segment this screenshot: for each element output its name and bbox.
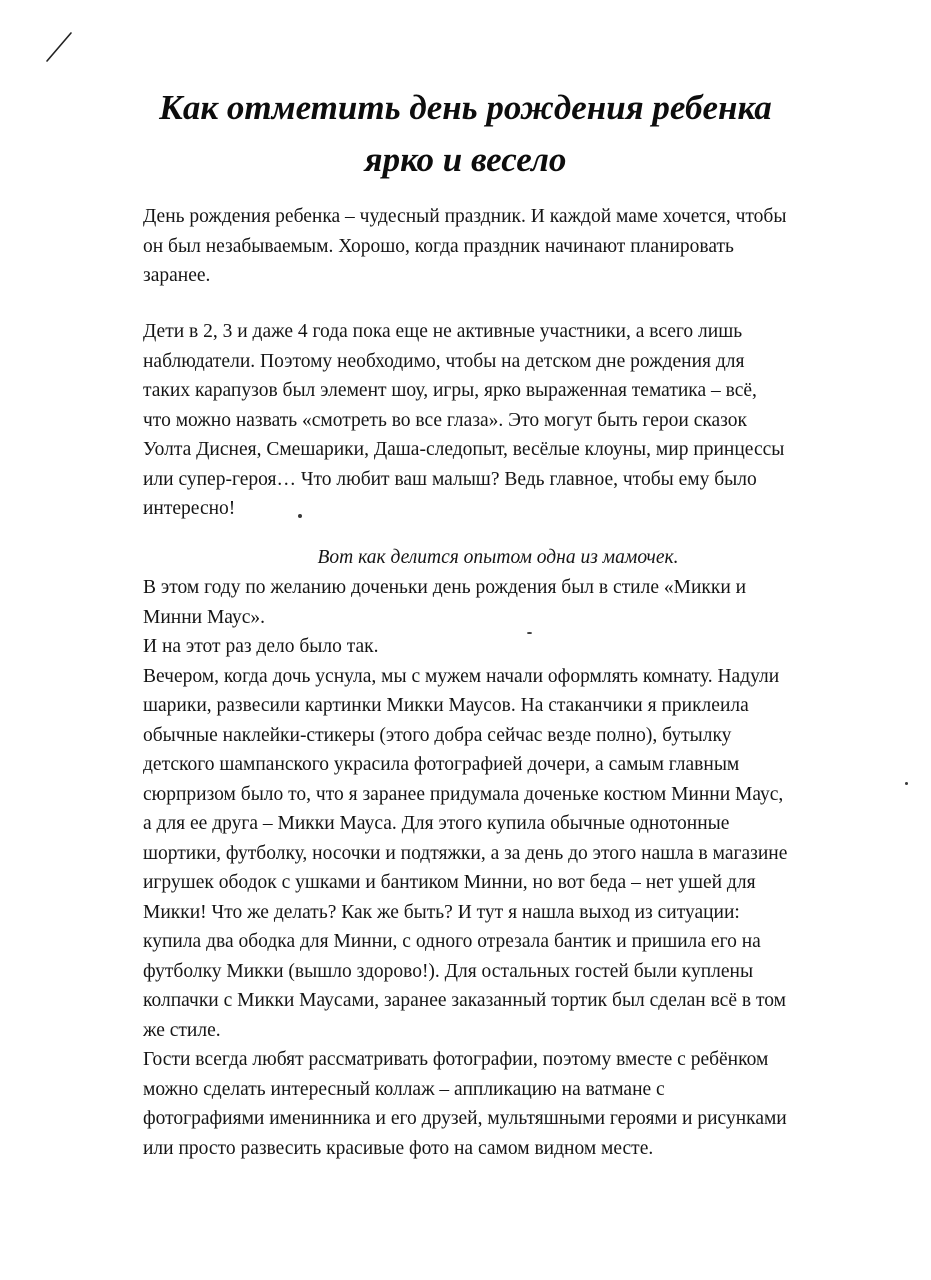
scan-speck bbox=[905, 782, 908, 785]
text-line: же стиле. bbox=[143, 1019, 221, 1041]
text-line: колпачки с Микки Маусами, заранее заказанный тортик был сделан всё в том bbox=[143, 990, 786, 1011]
text-line: или супер-героя… Что любит ваш малыш? Ведь главное, чтобы ему было bbox=[143, 468, 757, 490]
text-line: наблюдатели. Поэтому необходимо, чтобы на детском дне рождения для bbox=[143, 350, 745, 372]
title-line: ярко и весело bbox=[364, 140, 567, 179]
text-line: обычные наклейки-стикеры (этого добра сейчас везде полно), бутылку bbox=[143, 724, 732, 746]
text-line: сюрпризом было то, что я заранее придумала доченьке костюм Минни Маус, bbox=[143, 783, 784, 805]
text-line: интересно! bbox=[143, 498, 236, 519]
text-line: он был незабываемым. Хорошо, когда праздник начинают планировать bbox=[143, 235, 734, 257]
story-subtitle: Вот как делится опытом одна из мамочек. bbox=[317, 547, 679, 568]
text-line: Вечером, когда дочь уснула, мы с мужем начали оформлять комнату. Надули bbox=[143, 665, 780, 687]
text-line: В этом году по желанию доченьки день рождения был в стиле «Микки и bbox=[143, 577, 747, 598]
document-title bbox=[0, 82, 931, 186]
text-line: шарики, развесили картинки Микки Маусов. На стаканчики я приклеила bbox=[143, 695, 749, 716]
text-line: футболку Микки (вышло здорово!). Для остальных гостей были куплены bbox=[143, 960, 754, 982]
text-line: Уолта Диснея, Смешарики, Даша-следопыт, весёлые клоуны, мир принцессы bbox=[143, 439, 785, 460]
text-line: что можно назвать «смотреть во все глаза». Это могут быть герои сказок bbox=[143, 409, 747, 431]
text-line: заранее. bbox=[143, 265, 211, 286]
text-line: Микки! Что же делать? Как же быть? И тут я нашла выход из ситуации: bbox=[143, 901, 740, 923]
text-line: детского шампанского украсила фотографией дочери, а самым главным bbox=[143, 754, 740, 775]
text-line: можно сделать интересный коллаж – аппликацию на ватмане с bbox=[143, 1078, 665, 1100]
text-line: таких карапузов был элемент шоу, игры, ярко выраженная тематика – всё, bbox=[143, 380, 757, 401]
pen-stroke-mark bbox=[44, 30, 74, 64]
text-line: фотографиями именинника и его друзей, мультяшными героями и рисунками bbox=[143, 1108, 787, 1129]
text-line: шортики, футболку, носочки и подтяжки, а за день до этого нашла в магазине bbox=[143, 842, 788, 864]
text-line: День рождения ребенка – чудесный праздник. И каждой маме хочется, чтобы bbox=[143, 206, 787, 227]
text-line: Дети в 2, 3 и даже 4 года пока еще не активные участники, а всего лишь bbox=[143, 321, 743, 342]
kids-age-paragraph bbox=[143, 317, 863, 524]
title-line: Как отметить день рождения ребенка bbox=[159, 88, 772, 127]
text-line: Гости всегда любят рассматривать фотографии, поэтому вместе с ребёнком bbox=[143, 1049, 769, 1070]
text-line: а для ее друга – Микки Мауса. Для этого купила обычные однотонные bbox=[143, 813, 730, 834]
text-line: или просто развесить красивые фото на самом видном месте. bbox=[143, 1137, 654, 1159]
text-line: купила два ободка для Минни, с одного отрезала бантик и пришила его на bbox=[143, 931, 761, 952]
intro-paragraph bbox=[143, 202, 863, 291]
text-line: игрушек ободок с ушками и бантиком Минни, но вот беда – нет ушей для bbox=[143, 872, 756, 893]
text-line: Минни Маус». bbox=[143, 606, 265, 628]
text-line: И на этот раз дело было так. bbox=[143, 636, 379, 657]
story-paragraph bbox=[143, 573, 863, 1163]
